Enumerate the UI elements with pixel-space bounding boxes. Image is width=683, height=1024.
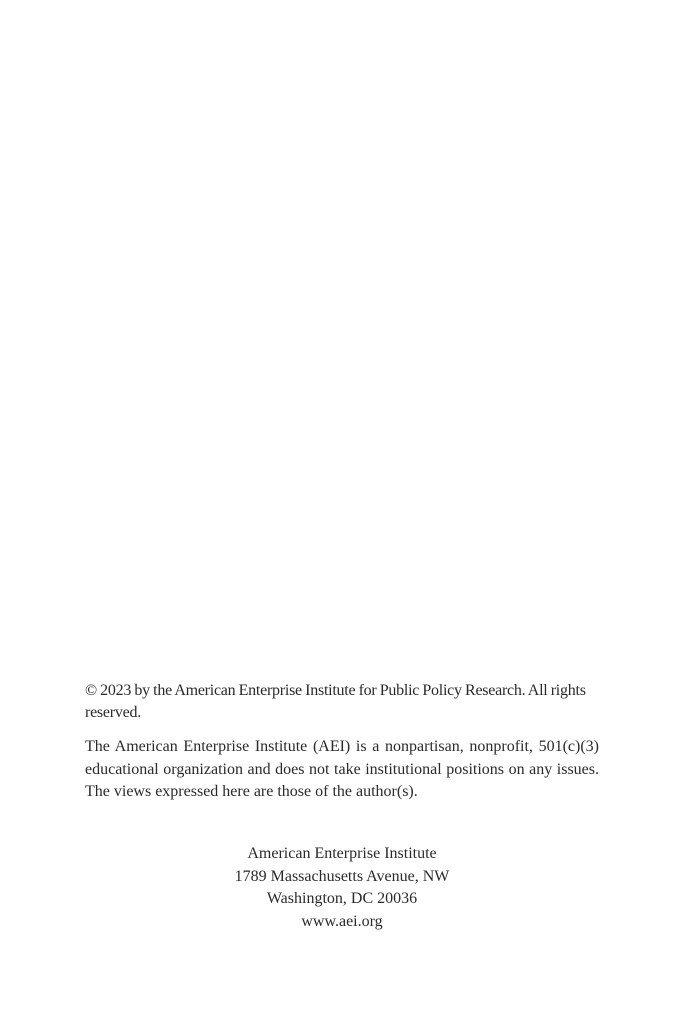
website-link[interactable]: www.aei.org [301, 912, 383, 930]
publisher-name: American Enterprise Institute [247, 845, 437, 862]
street-address: 1789 Massachusetts Avenue, NW [234, 867, 450, 885]
copyright-notice: © 2023 by the American Enterprise Institute for Public Policy Research. All rights reserved. [85, 682, 586, 721]
copyright-block [85, 680, 599, 804]
city-state-zip: Washington, DC 20036 [266, 890, 418, 907]
disclaimer-paragraph: The American Enterprise Institute (AEI) is a nonpartisan, nonprofit, 501(c)(3) educational organization and does not take institutional positions on any issues. The views expressed here are those of the author(s). [85, 738, 599, 800]
publisher-address [85, 843, 599, 933]
